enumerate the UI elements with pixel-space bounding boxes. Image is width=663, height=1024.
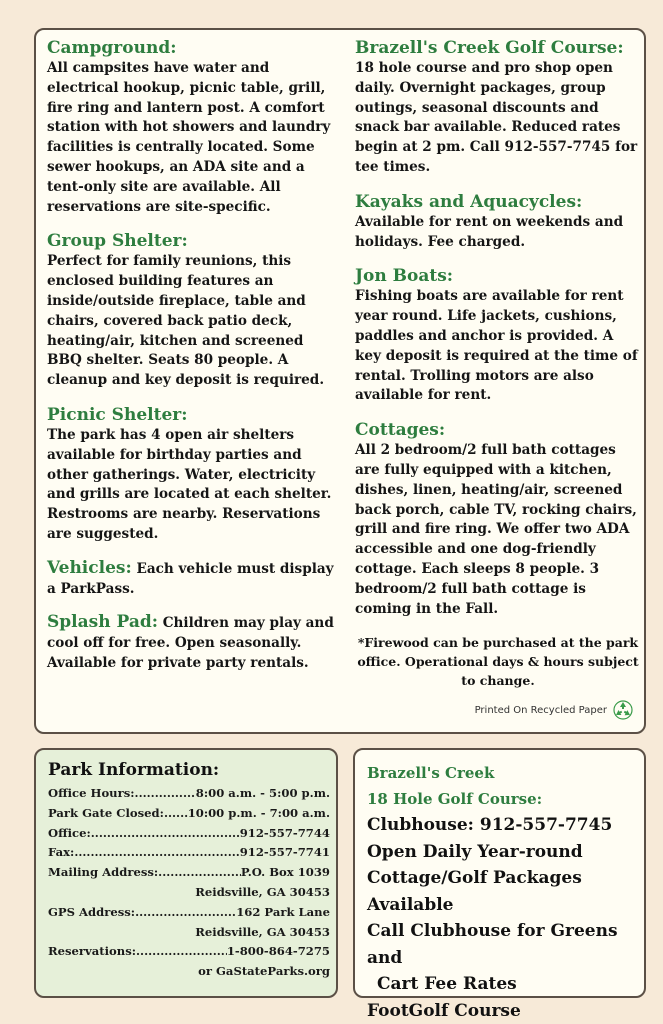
picnic-shelter-section — [47, 405, 337, 545]
recycled-paper-text: Printed On Recycled Paper — [474, 704, 607, 716]
vehicles-section — [47, 559, 337, 600]
info-row — [48, 923, 330, 943]
info-row-value: Reidsville, GA 30453 — [195, 924, 330, 939]
info-row — [48, 962, 330, 982]
kayaks-text: Available for rent on weekends and holidays. Fee charged. — [355, 213, 624, 250]
group-shelter-section — [47, 231, 337, 391]
info-row — [48, 784, 330, 804]
golf-course-section — [355, 38, 641, 178]
leader-dots — [158, 863, 241, 883]
golf-course-panel — [353, 748, 646, 1021]
cottages-section — [355, 420, 641, 619]
kayaks-heading: Kayaks and Aquacycles: — [355, 191, 583, 212]
golf-box-packages: Cottage/Golf Packages Available — [367, 868, 582, 915]
kayaks-section — [355, 192, 641, 253]
golf-box-fee-rates: Cart Fee Rates — [377, 974, 517, 994]
jon-boats-section — [355, 266, 641, 406]
golf-box-name: Brazell's Creek — [367, 764, 495, 782]
info-row-label: Fax: — [48, 845, 75, 860]
info-row-value: 912-557-7744 — [239, 825, 330, 840]
campground-heading: Campground: — [47, 38, 177, 58]
vehicles-text: Each vehicle must display a ParkPass. — [47, 560, 334, 597]
leader-dots — [74, 843, 239, 863]
vehicles-heading: Vehicles: — [47, 557, 132, 578]
info-row — [48, 824, 330, 844]
info-row-label: Mailing Address: — [48, 865, 159, 880]
info-row — [48, 883, 330, 903]
info-row — [48, 903, 330, 923]
campground-section — [47, 38, 337, 217]
info-row-label: GPS Address: — [48, 904, 136, 919]
golf-course-heading: Brazell's Creek Golf Course: — [355, 38, 624, 58]
jon-boats-heading: Jon Boats: — [355, 266, 454, 287]
info-row — [48, 843, 330, 863]
picnic-shelter-heading: Picnic Shelter: — [47, 404, 188, 425]
golf-box-call-clubhouse: Call Clubhouse for Greens and — [367, 921, 618, 968]
group-shelter-heading: Group Shelter: — [47, 231, 188, 252]
jon-boats-text: Fishing boats are available for rent year round. Life jackets, cushions, paddles and anchor is provided. A key deposit is required at the time of rental. Trolling motors are also available for rent. — [355, 288, 638, 404]
golf-box-hours: Open Daily Year-round — [367, 841, 583, 862]
golf-course-text: 18 hole course and pro shop open daily. Overnight packages, group outings, seasonal discounts and snack bar available. Reduced rates begin at 2 pm. Call 912-557-7745 for tee times. — [355, 60, 638, 175]
info-row — [48, 942, 330, 962]
splash-pad-section — [47, 613, 337, 673]
splash-pad-heading: Splash Pad: — [47, 612, 158, 633]
info-row-label: Reservations: — [48, 944, 137, 959]
left-column — [47, 38, 337, 688]
leader-dots — [135, 784, 196, 804]
golf-box-subtitle: 18 Hole Golf Course: — [367, 790, 543, 808]
info-row — [48, 804, 330, 824]
info-row-value: 10:00 p.m. - 7:00 a.m. — [187, 805, 330, 820]
park-information-list — [48, 784, 330, 982]
info-row-label: Park Gate Closed: — [48, 805, 164, 820]
info-row-value: 162 Park Lane — [236, 904, 330, 919]
cottages-text: All 2 bedroom/2 full bath cottages are fully equipped with a kitchen, dishes, linen, heating/air, screened back porch, cable TV, rocking chairs, grill and fire ring. We offer two ADA accessible and one dog-friendly cottage. Each sleeps 8 people. 3 bedroom/2 full bath cottage is coming in the Fall. — [355, 442, 637, 617]
golf-box-footgolf: FootGolf Course — [367, 1000, 521, 1021]
park-information-title: Park Information: — [48, 760, 220, 780]
golf-course-box — [367, 760, 642, 1024]
golf-box-clubhouse-phone: Clubhouse: 912-557-7745 — [367, 815, 613, 835]
info-row-value: Reidsville, GA 30453 — [195, 884, 330, 899]
firewood-note: *Firewood can be purchased at the park office. Operational days & hours subject to change. — [357, 635, 639, 689]
recycled-paper-notice — [355, 700, 641, 720]
leader-dots — [164, 804, 188, 824]
info-row-label: Office: — [48, 825, 91, 840]
info-row-value: 8:00 a.m. - 5:00 p.m. — [195, 786, 330, 800]
info-row — [48, 863, 330, 883]
picnic-shelter-text: The park has 4 open air shelters available for birthday parties and other gatherings. Water, electricity and grills are located at each shelter. Restrooms are nearby. Reservations are suggested. — [47, 426, 332, 542]
cottages-heading: Cottages: — [355, 420, 446, 441]
info-row-value: 912-557-7741 — [239, 845, 330, 860]
recycle-icon — [613, 700, 633, 720]
info-row-value: 1-800-864-7275 — [226, 944, 330, 959]
leader-dots — [135, 903, 236, 923]
leader-dots — [136, 942, 227, 962]
splash-pad-text: Children may play and cool off for free. Open seasonally. Available for private party rentals. — [47, 615, 334, 671]
right-column — [355, 38, 641, 720]
leader-dots — [91, 824, 240, 844]
info-row-label: Office Hours: — [48, 786, 135, 800]
park-information-panel — [34, 748, 338, 998]
group-shelter-text: Perfect for family reunions, this enclosed building features an inside/outside fireplace, table and chairs, covered back patio deck, heating/air, kitchen and screened BBQ shelter. Seats 80 people. A cleanup and key deposit is required. — [47, 253, 325, 389]
info-row-value: P.O. Box 1039 — [240, 865, 330, 880]
campground-text: All campsites have water and electrical hookup, picnic table, grill, fire ring and lantern post. A comfort station with hot showers and laundry facilities is centrally located. Some sewer hookups, an ADA site and a tent-only site are available. All reservations are site-specific. — [47, 60, 331, 215]
info-row-value: or GaStateParks.org — [198, 964, 330, 979]
